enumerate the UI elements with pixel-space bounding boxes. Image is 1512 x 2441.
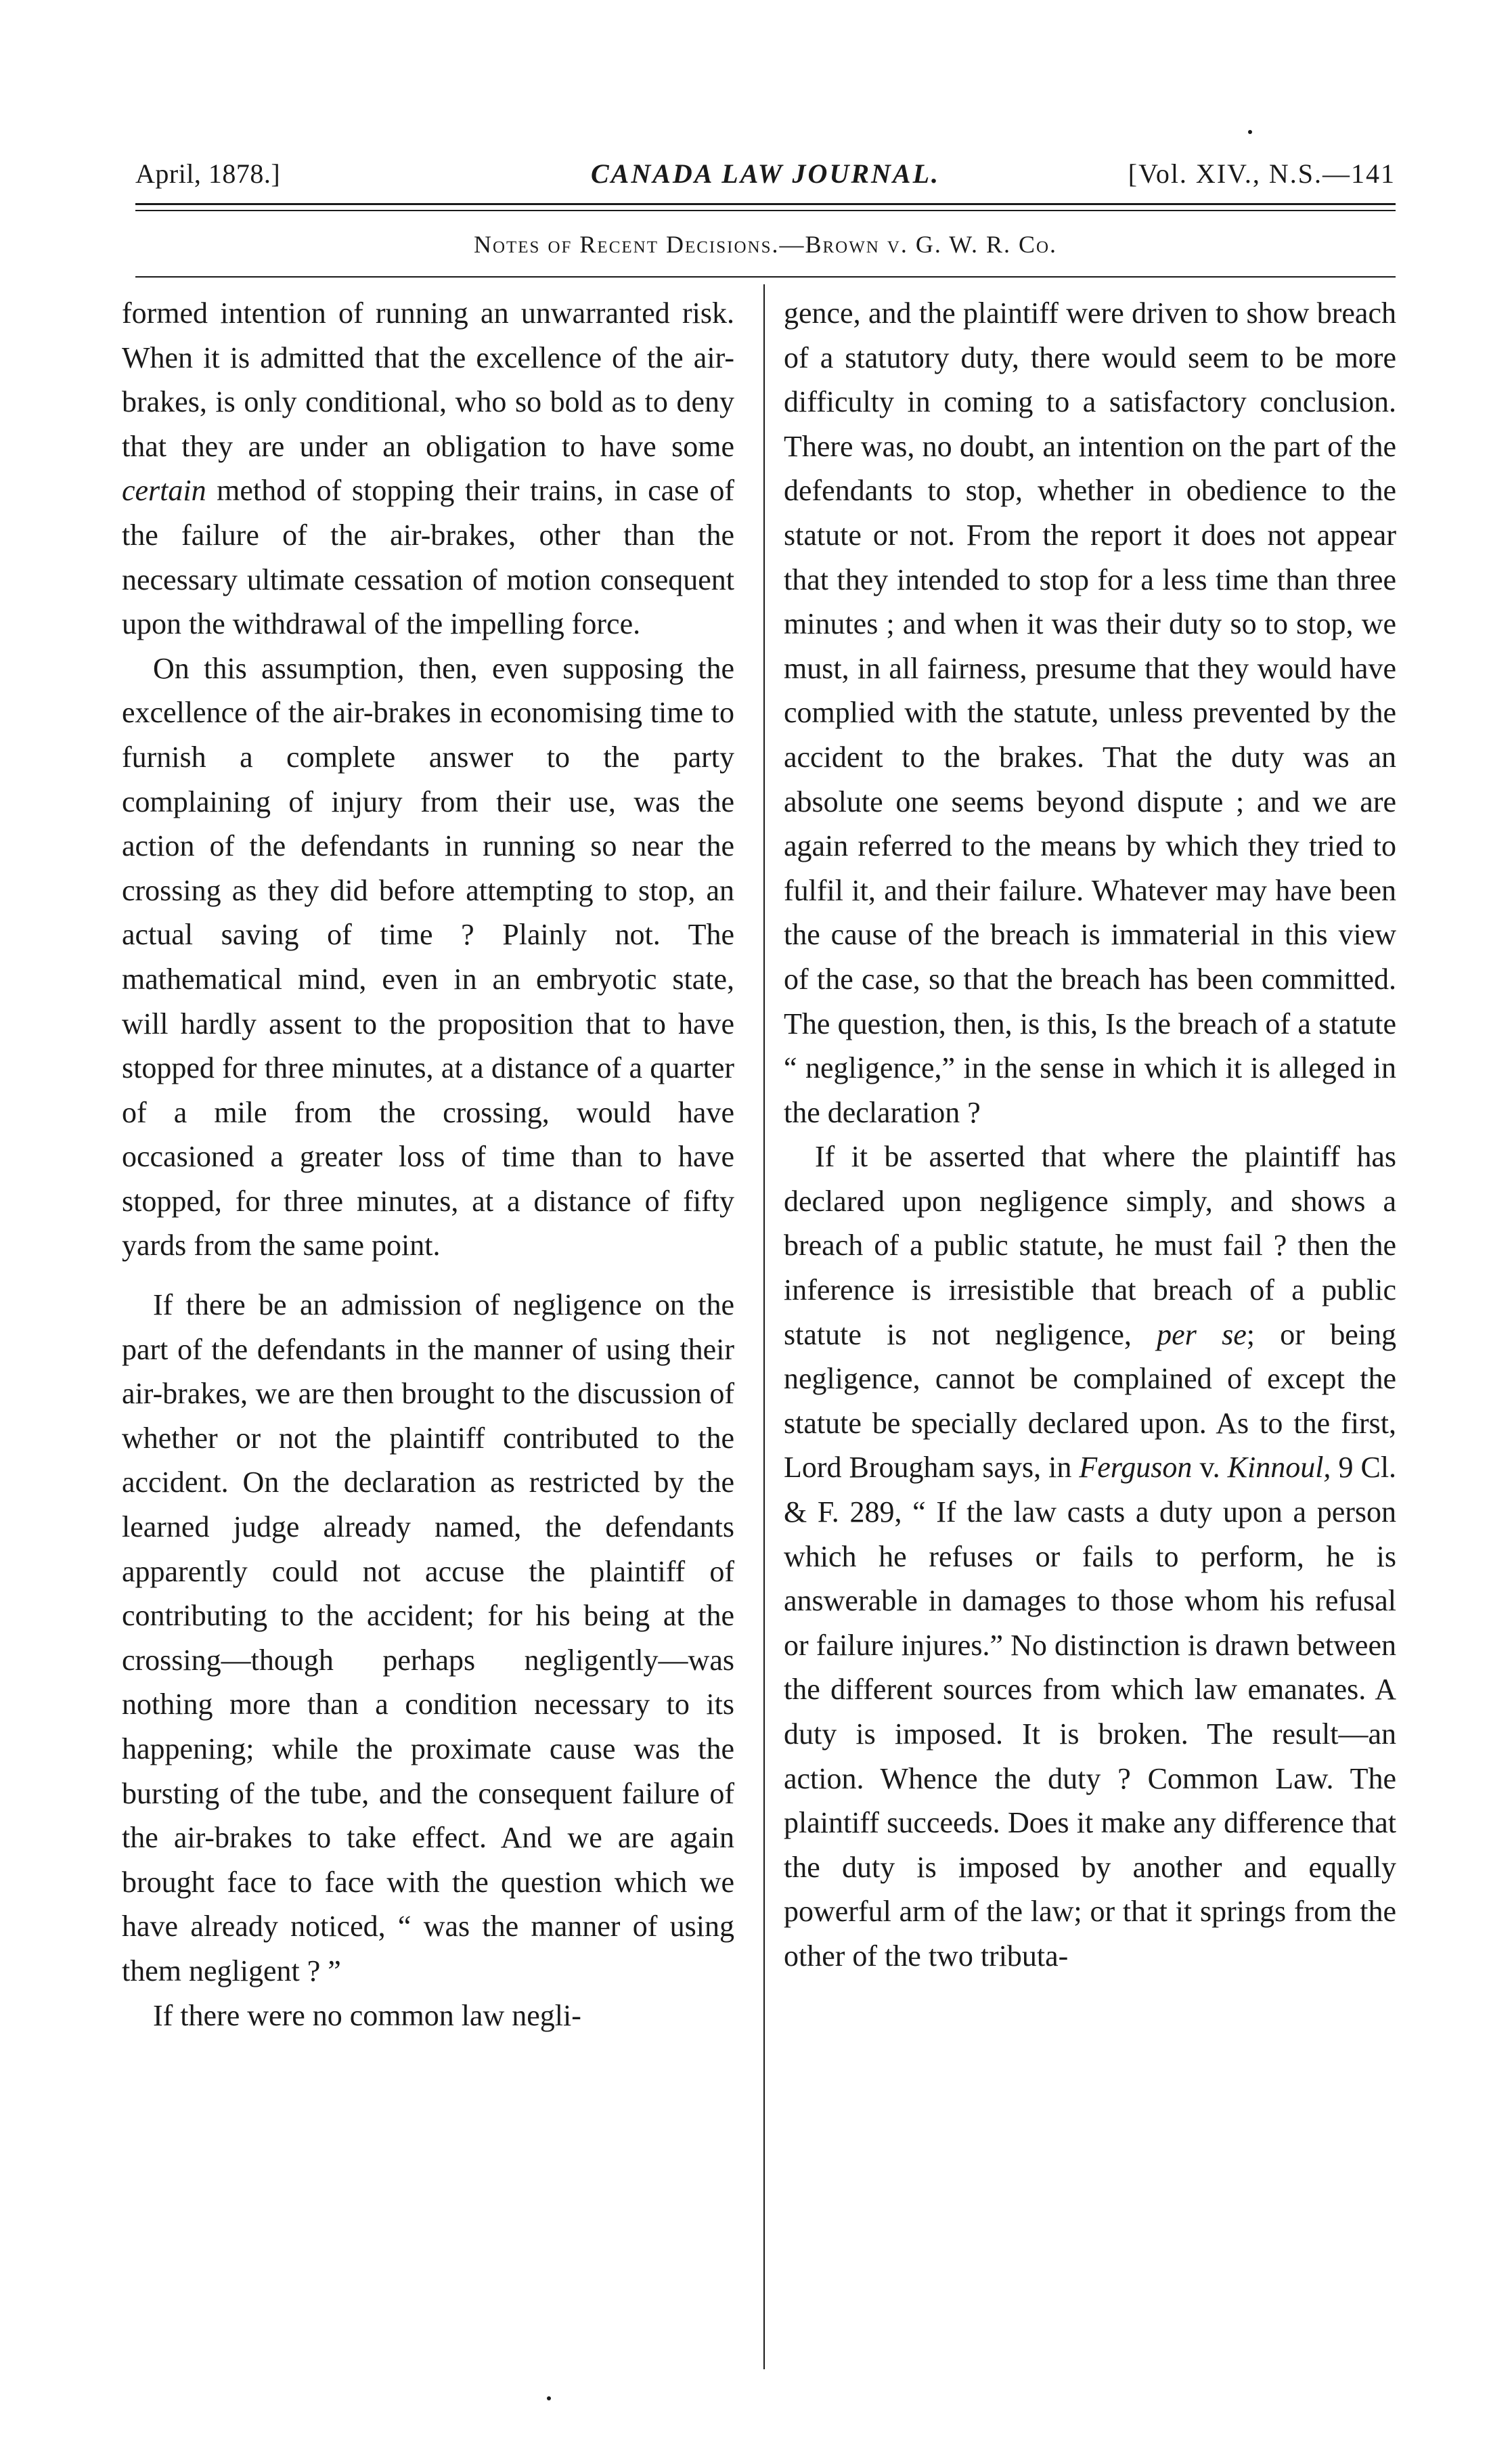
running-head: [135, 150, 1396, 198]
issue-date: April, 1878.]: [135, 158, 281, 189]
section-rule: [135, 276, 1396, 278]
print-speck-bottom: [547, 2396, 551, 2400]
left-paragraph-1: formed intention of running an unwarranted risk. When it is admitted that the excellence of the air-brakes, is only conditional, who so bold as to deny that they are under an obligation to have some certain method of stopping their trains, in case of the failure of the air-brakes, other than the necessary ultimate cessation of motion consequent upon the withdrawal of the impelling force.: [122, 296, 734, 641]
right-column: [784, 291, 1396, 1979]
left-paragraph-4: If there were no common law negli-: [153, 1998, 581, 2032]
left-paragraph-3: If there be an admission of negligence on the part of the defendants in the manner of using their air-brakes, we are then brought to the discussion of whether or not the plaintiff contributed to the accident. On the declaration as restricted by the learned judge already named, the defendants apparently could not accuse the plaintiff of contributing to the accident; for his being at the crossing—though perhaps negligently—was nothing more than a condition necessary to its happening; while the proximate cause was the bursting of the tube, and the consequent failure of the air-brakes to take effect. And we are again brought face to face with the question which we have already noticed, “ was the manner of using them negligent ? ”: [122, 1288, 734, 1987]
column-divider: [763, 284, 765, 2369]
volume-page: [Vol. XIV., N.S.—141: [1128, 158, 1396, 189]
print-speck: [1248, 130, 1252, 134]
right-paragraph-1: gence, and the plaintiff were driven to show breach of a statutory duty, there would seem to be more difficulty in coming to a satisfactory conclusion. There was, no doubt, an intention on the part of the defendants to stop, whether in obedience to the statute or not. From the report it does not appear that they intended to stop for a less time than three minutes ; and when it was their duty so to stop, we must, in all fairness, presume that they would have complied with the statute, unless prevented by the accident to the brakes. That the duty was an absolute one seems beyond dispute ; and we are again referred to the means by which they tried to fulfil it, and their failure. Whatever may have been the cause of the breach is immaterial in this view of the case, so that the breach has been committed. The question, then, is this, Is the breach of a statute “ negligence,” in the sense in which it is alleged in the declaration ?: [784, 296, 1396, 1129]
left-paragraph-2: On this assumption, then, even supposing the excellence of the air-brakes in economising time to furnish a complete answer to the party complaining of injury from their use, was the action of the defendants in running so near the crossing as they did before attempting to stop, an actual saving of time ? Plainly not. The mathematical mind, even in an embryotic state, will hardly assent to the proposition that to have stopped for three minutes, at a distance of a quarter of a mile from the crossing, would have occasioned a greater loss of time than to have stopped, for three minutes, at a distance of fifty yards from the same point.: [122, 651, 734, 1262]
header-rule-bottom: [135, 210, 1396, 211]
right-paragraph-2: If it be asserted that where the plaintiff has declared upon negligence simply, and shows a breach of a public statute, he must fail ? then the inference is irresistible that breach of a public statute is not negligence, per se; or being negligence, cannot be complained of except the statute be specially declared upon. As to the first, Lord Brougham says, in Ferguson v. Kinnoul, 9 Cl. & F. 289, “ If the law casts a duty upon a person which he refuses or fails to perform, he is answerable in damages to those whom his refusal or failure injures.” No distinction is drawn between the different sources from which law emanates. A duty is imposed. It is broken. The result—an action. Whence the duty ? Common Law. The plaintiff succeeds. Does it make any difference that the duty is imposed by another and equally powerful arm of the law; or that it springs from the other of the two tributa-: [784, 1140, 1397, 1973]
section-title: Notes of Recent Decisions.—Brown v. G. W. R. Co.: [473, 231, 1058, 258]
journal-title: CANADA LAW JOURNAL.: [590, 158, 941, 189]
header-rule-top: [135, 203, 1396, 205]
left-column: [122, 291, 734, 2038]
